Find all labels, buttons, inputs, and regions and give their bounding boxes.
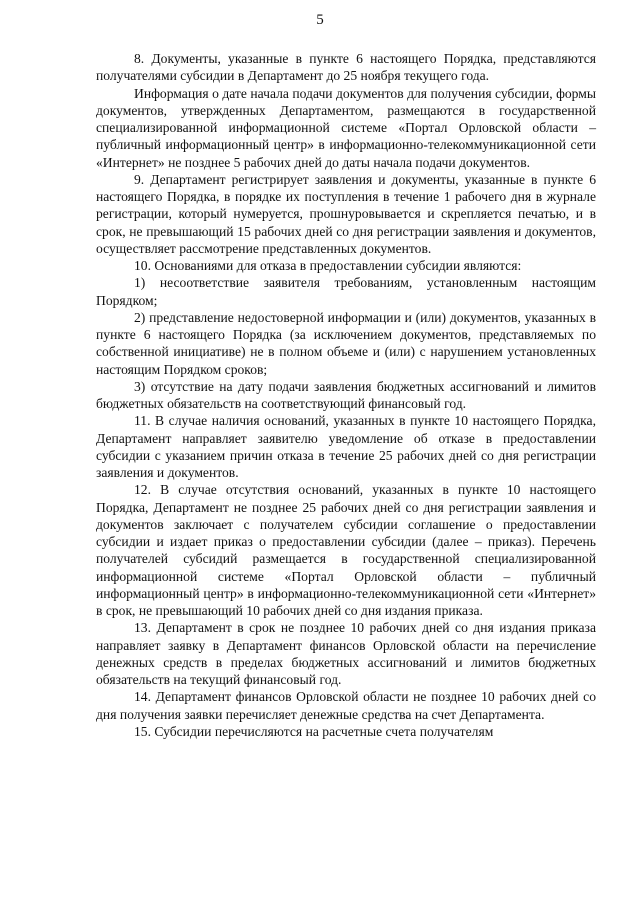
- paragraph-9: 9. Департамент регистрирует заявления и документы, указанные в пункте 6 настоящего Порядка, в порядке их поступления в течение 1 рабочего дня в журнале регистрации, который нумеруется, прошнуровывается и скрепляется печатью, и в срок, не превышающий 15 рабочих дней со дня регистрации заявления и документов, осуществляет рассмотрение представленных документов.: [96, 171, 596, 256]
- paragraph-10-item-1: 1) несоответствие заявителя требованиям, установленным настоящим Порядком;: [96, 275, 596, 308]
- paragraph-10: 10. Основаниями для отказа в предоставлении субсидии являются:: [134, 258, 522, 273]
- paragraph-8: 8. Документы, указанные в пункте 6 настоящего Порядка, представляются получателями субсидии в Департамент до 25 ноября текущего года.: [96, 51, 596, 84]
- document-body: [96, 50, 596, 740]
- paragraph-14: 14. Департамент финансов Орловской области не позднее 10 рабочих дней со дня получения заявки перечисляет денежные средства на счет Департамента.: [96, 689, 596, 722]
- paragraph-12: 12. В случае отсутствия оснований, указанных в пункте 10 настоящего Порядка, Департамент не позднее 25 рабочих дней со дня регистрации заявления и документов заключает с получателем субсидии соглашение о предоставлении субсидии и издает приказ о предоставлении субсидии (далее – приказ). Перечень получателей субсидий размещается в государственной специализированной информационной системе «Портал Орловской области – публичный информационный центр» в информационно-телекоммуникационной сети «Интернет» в срок, не превышающий 10 рабочих дней со дня издания приказа.: [96, 482, 596, 618]
- paragraph-13: 13. Департамент в срок не позднее 10 рабочих дней со дня издания приказа направляет заявку в Департамент финансов Орловской области на перечисление денежных средств в пределах бюджетных ассигнований и лимитов бюджетных обязательств на текущий финансовый год.: [96, 620, 596, 687]
- page-number: 5: [316, 12, 324, 28]
- paragraph-10-item-2: 2) представление недостоверной информации и (или) документов, указанных в пункте 6 настоящего Порядка (за исключением документов, представляемых по собственной инициативе) не в полном объеме и (или) с нарушением установленных настоящим Порядком сроков;: [96, 309, 596, 377]
- paragraph-15: 15. Субсидии перечисляются на расчетные счета получателям: [134, 723, 494, 739]
- paragraph-info: Информация о дате начала подачи документов для получения субсидии, формы документов, утвержденных Департаментом, размещаются в государственной специализированной информационной системе «Портал Орловской области – публичный информационный центр» в информационно-телекоммуникационной сети «Интернет» не позднее 5 рабочих дней до даты начала подачи документов.: [96, 85, 596, 170]
- paragraph-10-item-3: 3) отсутствие на дату подачи заявления бюджетных ассигнований и лимитов бюджетных обязательств на соответствующий финансовый год.: [96, 378, 596, 411]
- paragraph-11: 11. В случае наличия оснований, указанных в пункте 10 настоящего Порядка, Департамент направляет заявителю уведомление об отказе в предоставлении субсидии с указанием причин отказа в течение 25 рабочих дней со дня регистрации заявления и документов.: [96, 413, 596, 480]
